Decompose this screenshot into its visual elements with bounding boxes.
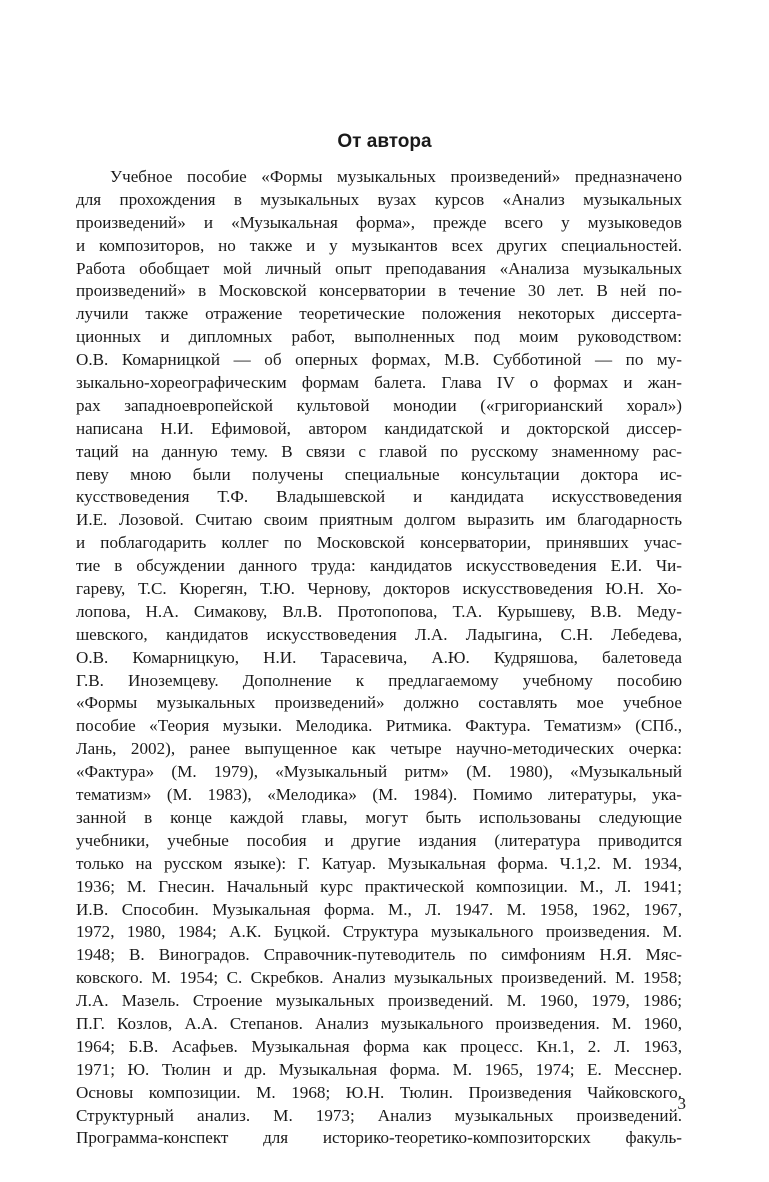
text-line: 1971; Ю. Тюлин и др. Музыкальная форма. М. 1965, 1974; Е. Месснер.: [76, 1059, 682, 1079]
text-line: Основы композиции. М. 1968; Ю.Н. Тюлин. Произведения Чайковского.: [76, 1082, 682, 1102]
text-line: только на русском языке): Г. Катуар. Музыкальная форма. Ч.1,2. М. 1934,: [76, 853, 682, 873]
text-line: Структурный анализ. М. 1973; Анализ музыкальных произведений.: [76, 1105, 682, 1125]
text-line: «Фактура» (М. 1979), «Музыкальный ритм» (М. 1980), «Музыкальный: [76, 762, 682, 782]
text-line: Работа обобщает мой личный опыт преподавания «Анализа музыкальных: [76, 258, 682, 278]
text-line: И.Е. Лозовой. Считаю своим приятным долгом выразить им благодарность: [76, 510, 682, 530]
text-line: Г.В. Иноземцеву. Дополнение к предлагаемому учебному пособию: [76, 670, 682, 690]
text-line: и композиторов, но также и у музыкантов всех других специальностей.: [76, 235, 682, 255]
text-line: Л.А. Мазель. Строение музыкальных произведений. М. 1960, 1979, 1986;: [76, 991, 682, 1011]
text-line: лопова, Н.А. Симакову, Вл.В. Протопопова, Т.А. Курышеву, В.В. Меду-: [76, 601, 682, 621]
text-line: О.В. Комарницкую, Н.И. Тарасевича, А.Ю. Кудряшова, балетоведа: [76, 647, 682, 667]
text-line: И.В. Способин. Музыкальная форма. М., Л. 1947. М. 1958, 1962, 1967,: [76, 899, 682, 919]
text-line: шевского, кандидатов искусствоведения Л.А. Ладыгина, С.Н. Лебедева,: [76, 624, 682, 644]
text-line: гареву, Т.С. Кюрегян, Т.Ю. Чернову, докторов искусствоведения Ю.Н. Хо-: [76, 579, 682, 599]
text-line: 1948; В. Виноградов. Справочник-путеводитель по симфониям Н.Я. Мяс-: [76, 945, 682, 965]
text-line: Лань, 2002), ранее выпущенное как четыре научно-методических очерка:: [76, 739, 682, 759]
text-line: «Формы музыкальных произведений» должно составлять мое учебное: [76, 693, 682, 713]
text-line: для прохождения в музыкальных вузах курсов «Анализ музыкальных: [76, 189, 682, 209]
text-line: ционных и дипломных работ, выполненных под моим руководством:: [76, 327, 682, 347]
text-line: лучили также отражение теоретические положения некоторых диссерта-: [76, 304, 682, 324]
text-line: Учебное пособие «Формы музыкальных произведений» предназначено: [110, 167, 682, 186]
text-line: О.В. Комарницкой — об оперных формах, М.В. Субботиной — по му-: [76, 350, 682, 370]
text-line: 1936; М. Гнесин. Начальный курс практической композиции. М., Л. 1941;: [76, 876, 682, 896]
text-line: 1972, 1980, 1984; А.К. Буцкой. Структура музыкального произведения. М.: [76, 922, 682, 942]
text-line: тие в обсуждении данного труда: кандидатов искусствоведения Е.И. Чи-: [76, 556, 682, 576]
text-line: произведений» и «Музыкальная форма», прежде всего у музыковедов: [76, 212, 682, 232]
text-line: произведений» в Московской консерватории в течение 30 лет. В ней по-: [76, 281, 682, 301]
text-line: занной в конце каждой главы, могут быть использованы следующие: [76, 807, 682, 827]
text-line: тематизм» (М. 1983), «Мелодика» (М. 1984). Помимо литературы, ука-: [76, 785, 682, 805]
text-line: Программа-конспект для историко-теоретико-композиторских факуль-: [76, 1128, 682, 1148]
page-number: 3: [677, 1094, 686, 1113]
text-line: рах западноевропейской культовой монодии («григорианский хорал»): [76, 395, 682, 415]
text-line: таций на данную тему. В связи с главой по русскому знаменному рас-: [76, 441, 682, 461]
text-line: певу мною были получены специальные консультации доктора ис-: [76, 464, 682, 484]
text-line: зыкально-хореографическим формам балета. Глава IV о формах и жан-: [76, 373, 682, 393]
text-line: ковского. М. 1954; С. Скребков. Анализ музыкальных произведений. М. 1958;: [76, 968, 682, 988]
text-line: учебники, учебные пособия и другие издания (литература приводится: [76, 830, 682, 850]
text-line: и поблагодарить коллег по Московской консерватории, принявших учас-: [76, 533, 682, 553]
preface-text: [76, 166, 682, 1150]
text-line: пособие «Теория музыки. Мелодика. Ритмика. Фактура. Тематизм» (СПб.,: [76, 716, 682, 736]
text-line: П.Г. Козлов, А.А. Степанов. Анализ музыкального произведения. М. 1960,: [76, 1013, 682, 1033]
page-heading: От автора: [337, 131, 432, 152]
text-line: 1964; Б.В. Асафьев. Музыкальная форма как процесс. Кн.1, 2. Л. 1963,: [76, 1036, 682, 1056]
text-line: кусствоведения Т.Ф. Владышевской и кандидата искусствоведения: [76, 487, 682, 507]
text-line: написана Н.И. Ефимовой, автором кандидатской и докторской диссер-: [76, 418, 682, 438]
